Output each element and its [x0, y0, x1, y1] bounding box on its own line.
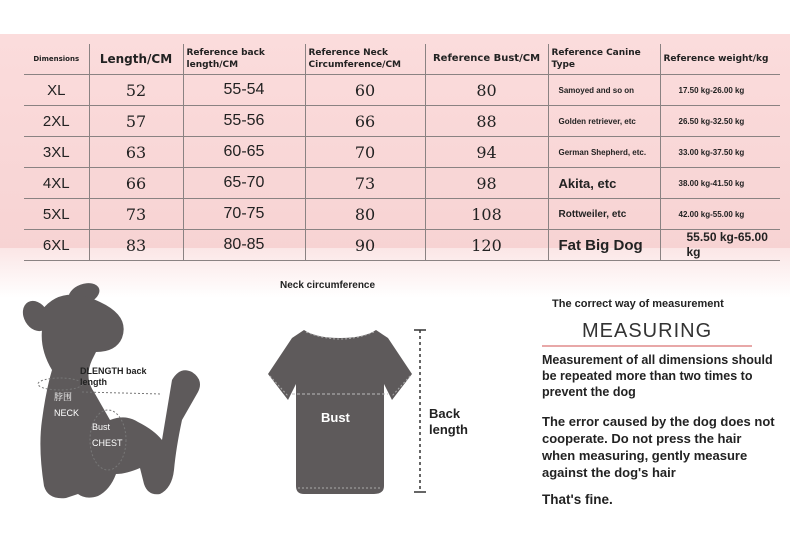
- cell-canine-type: Golden retriever, etc: [548, 106, 660, 137]
- dog-measurement-diagram: [22, 280, 222, 510]
- cell-canine-type: Samoyed and so on: [548, 75, 660, 106]
- size-chart-table: [24, 44, 780, 261]
- cell-length: 66: [89, 168, 183, 199]
- cell-weight: 38.00 kg-41.50 kg: [660, 168, 780, 199]
- cell-back-length: 55-56: [183, 106, 305, 137]
- cell-size: XL: [24, 75, 89, 106]
- cell-weight: 55.50 kg-65.00 kg: [660, 230, 780, 261]
- cell-bust: 108: [425, 199, 548, 230]
- cell-canine-type: German Shepherd, etc.: [548, 137, 660, 168]
- table-row: [24, 168, 780, 199]
- cell-weight: 26.50 kg-32.50 kg: [660, 106, 780, 137]
- cell-length: 52: [89, 75, 183, 106]
- table-row: [24, 106, 780, 137]
- cell-canine-type: Rottweiler, etc: [548, 199, 660, 230]
- cell-length: 57: [89, 106, 183, 137]
- header-neck: Reference Neck Circumference/CM: [305, 44, 425, 75]
- dog-silhouette-icon: [22, 280, 222, 510]
- cell-back-length: 65-70: [183, 168, 305, 199]
- header-canine-type: Reference Canine Type: [548, 44, 660, 75]
- dog-bust-label: Bust: [92, 422, 111, 432]
- shirt-measurement-diagram: [262, 296, 472, 502]
- dog-neck-cn-label: 脖围: [54, 392, 73, 402]
- cell-length: 83: [89, 230, 183, 261]
- neck-circumference-title: Neck circumference: [280, 280, 376, 291]
- cell-neck: 73: [305, 168, 425, 199]
- cell-back-length: 80-85: [183, 230, 305, 261]
- header-dimensions: Dimensions: [24, 44, 89, 75]
- cell-bust: 94: [425, 137, 548, 168]
- measuring-heading: MEASURING: [582, 320, 713, 342]
- cell-length: 73: [89, 199, 183, 230]
- cell-bust: 120: [425, 230, 548, 261]
- cell-back-length: 70-75: [183, 199, 305, 230]
- cell-size: 4XL: [24, 168, 89, 199]
- header-back-length: Reference back length/CM: [183, 44, 305, 75]
- table-header-row: [24, 44, 780, 75]
- instructions-paragraph-3: That's fine.: [542, 492, 613, 507]
- table-row: [24, 75, 780, 106]
- cell-weight: 33.00 kg-37.50 kg: [660, 137, 780, 168]
- cell-bust: 80: [425, 75, 548, 106]
- cell-neck: 80: [305, 199, 425, 230]
- cell-back-length: 55-54: [183, 75, 305, 106]
- cell-size: 6XL: [24, 230, 89, 261]
- instructions-paragraph-1: Measurement of all dimensions should be repeated more than two times to prevent the dog: [542, 353, 773, 399]
- header-weight: Reference weight/kg: [660, 44, 780, 75]
- dog-length-label: DLENGTH back length: [80, 366, 147, 387]
- cell-back-length: 60-65: [183, 137, 305, 168]
- cell-size: 3XL: [24, 137, 89, 168]
- shirt-bust-label: Bust: [321, 410, 350, 425]
- table-row: [24, 230, 780, 261]
- cell-size: 2XL: [24, 106, 89, 137]
- dog-chest-label: CHEST: [92, 438, 123, 448]
- cell-length: 63: [89, 137, 183, 168]
- table-row: [24, 137, 780, 168]
- shirt-back-length-label: Back length: [429, 406, 468, 437]
- cell-canine-type: Akita, etc: [548, 168, 660, 199]
- header-bust: Reference Bust/CM: [425, 44, 548, 75]
- cell-neck: 66: [305, 106, 425, 137]
- dog-neck-label: NECK: [54, 408, 80, 418]
- cell-bust: 98: [425, 168, 548, 199]
- table-row: [24, 199, 780, 230]
- cell-weight: 42.00 kg-55.00 kg: [660, 199, 780, 230]
- cell-weight: 17.50 kg-26.00 kg: [660, 75, 780, 106]
- header-length: Length/CM: [89, 44, 183, 75]
- cell-canine-type: Fat Big Dog: [548, 230, 660, 261]
- cell-neck: 70: [305, 137, 425, 168]
- instructions-title: The correct way of measurement: [552, 298, 724, 310]
- cell-neck: 90: [305, 230, 425, 261]
- instructions-paragraph-2: The error caused by the dog does not cooperate. Do not press the hair when measuring, gently measure against the dog's hair: [542, 414, 775, 480]
- cell-size: 5XL: [24, 199, 89, 230]
- dog-shirt-icon: [262, 296, 472, 502]
- cell-neck: 60: [305, 75, 425, 106]
- cell-bust: 88: [425, 106, 548, 137]
- heading-underline: [542, 345, 752, 347]
